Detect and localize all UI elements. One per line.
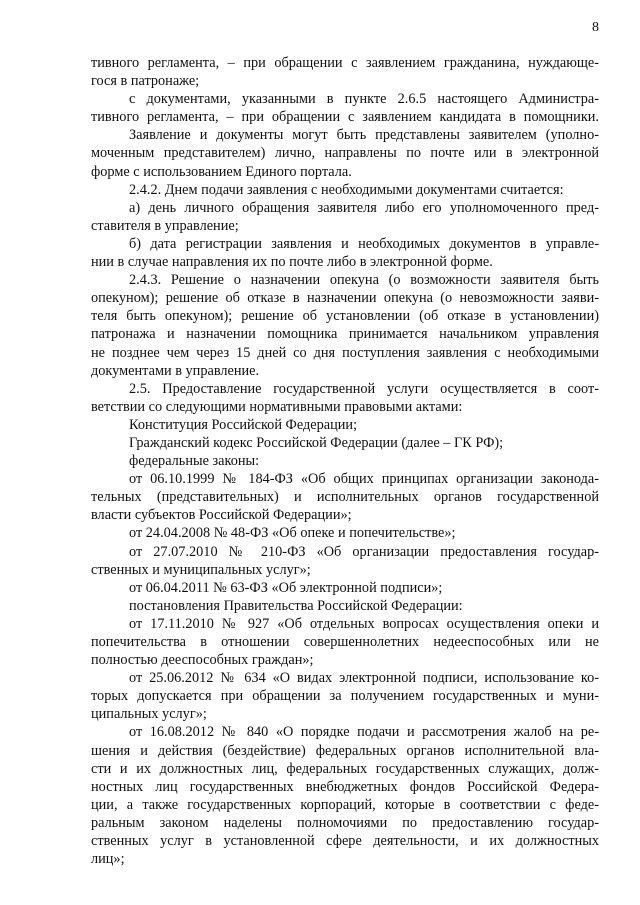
text-line: Конституция Российской Федерации; xyxy=(129,416,358,433)
text-line: тивного регламента, – при обращении с заявлением гражданина, нуждающе- xyxy=(91,55,599,71)
text-line: моченным представителем) лично, направлены по почте или в электронной xyxy=(91,145,599,162)
text-line: тивного регламента, – при обращении с заявлением кандидата в помощники. xyxy=(91,109,599,126)
text-line: гося в патронаже; xyxy=(91,73,200,90)
text-line: ставителя в управление; xyxy=(91,217,239,234)
text-line: ственных и муниципальных услуг»; xyxy=(91,561,311,578)
text-line: б) дата регистрации заявления и необходимых документов в управле- xyxy=(129,235,599,252)
text-line: Заявление и документы могут быть представлены заявителем (уполно- xyxy=(129,127,599,144)
text-line: ностных лиц государственных внебюджетных фондов Российской Федера- xyxy=(91,778,599,795)
text-line: форме с использованием Единого портала. xyxy=(91,163,352,180)
text-line: ции, а также государственных корпораций, которые в соответствии с феде- xyxy=(91,796,599,813)
text-line: торых допускается при обращении за получением государственных и муни- xyxy=(91,688,599,705)
text-line: ветствии со следующими нормативными правовыми актами: xyxy=(91,398,463,415)
text-line: Гражданский кодекс Российской Федерации (далее – ГК РФ); xyxy=(129,434,504,451)
text-line: 2.5. Предоставление государственной услуги осуществляется в соот- xyxy=(129,380,599,397)
text-line: опекуном); решение об отказе в назначении опекуна (о невозможности заяви- xyxy=(91,290,599,307)
text-line: ципальных услуг»; xyxy=(91,706,207,723)
text-line: полностью дееспособных граждан»; xyxy=(91,652,314,669)
text-line: с документами, указанными в пункте 2.6.5 настоящего Администра- xyxy=(129,91,599,108)
text-line: от 27.07.2010 № 210-ФЗ «Об организации предоставления государ- xyxy=(129,543,599,560)
text-line: от 25.06.2012 № 634 «О видах электронной подписи, использование ко- xyxy=(129,670,599,687)
text-line: теля быть опекуном); решение об установлении (об отказе в установлении) xyxy=(91,308,599,325)
text-line: лиц»; xyxy=(91,851,125,868)
text-line: нии в случае направления их по почте либо в электронной форме. xyxy=(91,254,493,271)
text-line: документами в управление. xyxy=(91,362,260,379)
text-line: ственных услуг в установленной сфере деятельности, и их должностных xyxy=(91,833,599,850)
text-line: а) день личного обращения заявителя либо его уполномоченного пред- xyxy=(129,199,599,216)
text-line: власти субъектов Российской Федерации»; xyxy=(91,507,352,524)
text-line: тельных (представительных) и исполнительных органов государственной xyxy=(91,489,599,506)
page-number: 8 xyxy=(592,20,599,35)
text-line: 2.4.2. Днем подачи заявления с необходимыми документами считается: xyxy=(129,181,564,198)
text-line: федеральные законы: xyxy=(129,453,260,470)
text-line: постановления Правительства Российской Федерации: xyxy=(129,597,463,614)
text-line: сти и их должностных лиц, федеральных государственных служащих, долж- xyxy=(91,760,599,777)
text-line: не позднее чем через 15 дней со дня поступления заявления с необходимыми xyxy=(91,344,599,361)
text-line: от 06.10.1999 № 184-ФЗ «Об общих принципах организации законода- xyxy=(129,471,599,488)
text-line: 2.4.3. Решение о назначении опекуна (о возможности заявителя быть xyxy=(129,272,599,289)
text-line: ральным законом наделены полномочиями по предоставлению государ- xyxy=(91,814,599,831)
text-line: патронажа и назначении помощника принимается начальником управления xyxy=(91,326,599,343)
text-line: шения и действия (бездействие) федеральных органов исполнительной вла- xyxy=(91,742,599,759)
text-line: от 17.11.2010 № 927 «Об отдельных вопросах осуществления опеки и xyxy=(129,615,599,632)
text-line: от 06.04.2011 № 63-ФЗ «Об электронной подписи»; xyxy=(129,579,443,596)
text-line: от 24.04.2008 № 48-ФЗ «Об опеке и попечительстве»; xyxy=(129,525,456,542)
text-line: от 16.08.2012 № 840 «О порядке подачи и рассмотрения жалоб на ре- xyxy=(129,724,599,741)
document-body xyxy=(91,54,599,868)
text-line: попечительства в отношении совершеннолетних недееспособных или не xyxy=(91,634,599,650)
